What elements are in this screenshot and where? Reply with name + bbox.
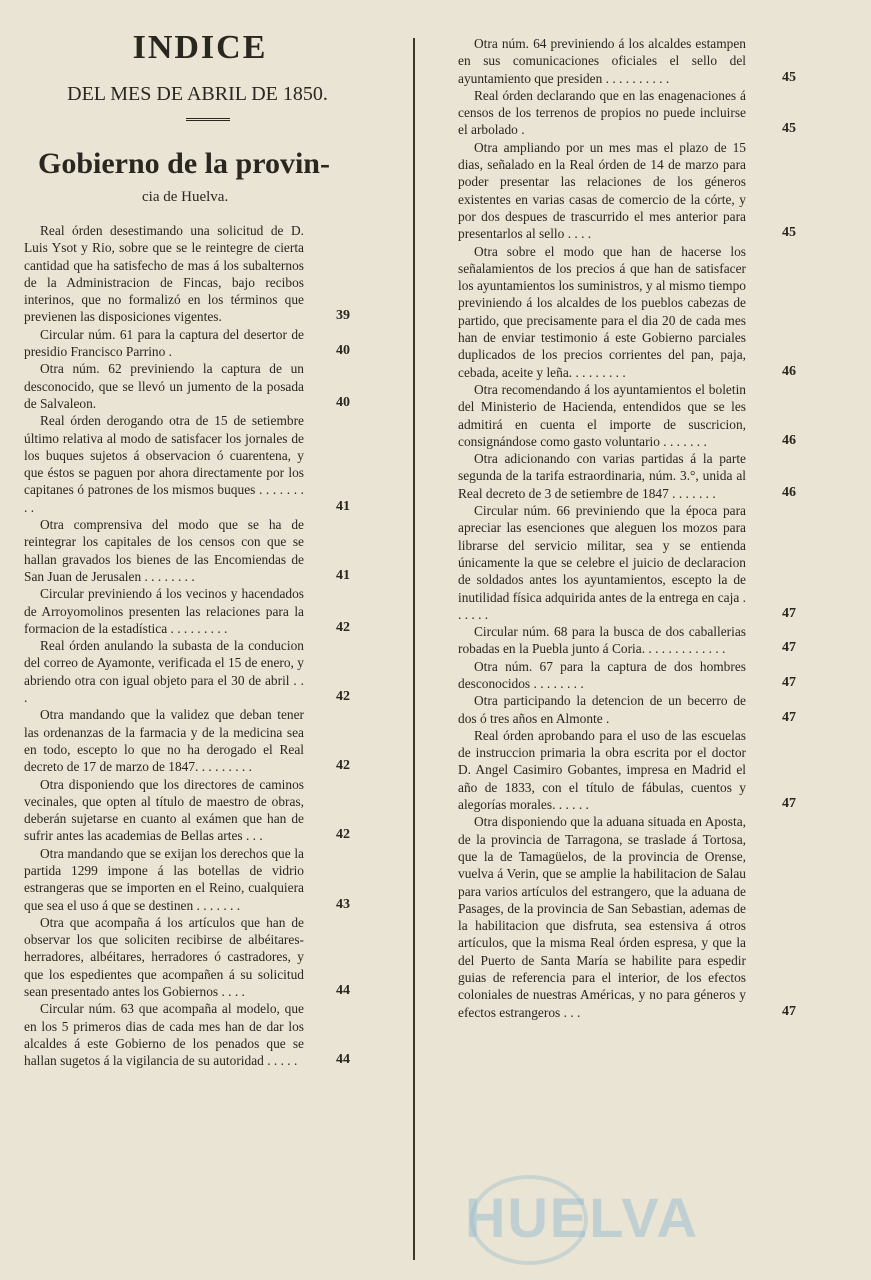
index-entry — [458, 243, 796, 381]
entry-text: Circular núm. 66 previniendo que la época para apreciar las esenciones que aleguen los mozos para librarse del servicio militar, sea y se entienda únicamente la que se celebre el juicio de declaracion de soldados antes los ayuntamientos, escepto la de inutilidad física adquirida antes de la entrega en caja . . . . . . — [458, 503, 746, 622]
index-entry — [458, 450, 796, 502]
page-number: 47 — [782, 674, 796, 690]
index-entry — [24, 1000, 350, 1069]
index-entry — [24, 326, 350, 361]
entry-text: Otra disponiendo que la aduana situada en Aposta, de la provincia de Tarragona, se traslade á Tortosa, que la de Tamagüelos, de la provincia de Orense, vuelva á Verin, que se amplie la habilitacion de Salau para varios artículos del estrangero, que la aduana de Pasages, de la provincia de San Sebastian, ademas de la habilitacion que disfruta, sea estensiva á otros artículos, que la misma Real órden espresa, y que la del Puerto de Santa María se habilite para espedir guias de referencia para el interior, de los efectos coloniales de nuestras Américas, y no para géneros y efectos estrangeros . . . — [458, 814, 746, 1020]
index-entry — [24, 776, 350, 845]
index-entry — [24, 637, 350, 706]
page-number: 45 — [782, 225, 796, 241]
page-number: 41 — [336, 498, 350, 514]
index-entry — [458, 813, 796, 1021]
entry-text: Circular núm. 61 para la captura del desertor de presidio Francisco Parrino . — [24, 326, 304, 360]
index-subtitle: DEL MES DE ABRIL DE 1850. — [67, 83, 328, 105]
index-entry — [458, 35, 796, 87]
page-number: 47 — [782, 605, 796, 621]
right-column — [458, 35, 796, 1021]
section-subtitle: cia de Huelva. — [142, 189, 229, 205]
entry-text: Otra mandando que se exijan los derechos que la partida 1299 impone á las botellas de vidrio estrangeras que se importen en el Reino, cualquiera que sea el uso á que se destinen . . . . . . . — [24, 845, 304, 913]
page-number: 45 — [782, 121, 796, 137]
entry-text: Otra núm. 64 previniendo á los alcaldes estampen en sus comunicaciones oficiales el sello del ayuntamiento que presiden . . . . . . . . . . — [458, 36, 746, 86]
page-number: 43 — [336, 896, 350, 912]
page-number: 46 — [782, 432, 796, 448]
left-column — [24, 222, 350, 1070]
entry-text: Real órden anulando la subasta de la conducion del correo de Ayamonte, verificada el 15 de enero, y abriendo otra con igual objeto para el 30 de abril . . . — [24, 638, 304, 706]
entry-text: Otra comprensiva del modo que se ha de reintegrar los capitales de los censos con que se hallan gravados los bienes de las Encomiendas de San Juan de Jerusalen . . . . . . . . — [24, 517, 304, 584]
entry-text: Circular núm. 63 que acompaña al modelo, que en los 5 primeros dias de cada mes han de dar los alcaldes á este Gobierno de los penados que se hallan sugetos á la vigilancia de su autoridad . . . . . — [24, 1001, 304, 1069]
index-entry — [458, 692, 796, 727]
index-entry — [458, 502, 796, 623]
page-number: 41 — [336, 567, 350, 583]
entry-text: Otra que acompaña á los artículos que han de observar los que soliciten recibirse de albéitares-herradores, albéitares, herradores ó castradores, y que los espedientes que acompañen á su solicitud sean presentado antes los Gobiernos . . . . — [24, 914, 304, 1000]
entry-text: Otra disponiendo que los directores de caminos vecinales, que opten al título de maestro de obras, deberán sujetarse en cuanto al exámen que han de sufrir antes las academias de Bellas artes . . . — [24, 776, 304, 844]
page-number: 42 — [336, 619, 350, 635]
decorative-rule — [186, 118, 230, 121]
index-entry — [24, 706, 350, 775]
entry-text: Real órden aprobando para el uso de las escuelas de instruccion primaria la obra escrita por el doctor D. Angel Casimiro Gobantes, impresa en Madrid el año de 1833, con el título de fábulas, cuentos y alegorías morales. . . . . . — [458, 727, 746, 813]
entry-text: Real órden derogando otra de 15 de setiembre último relativa al modo de satisfacer los jornales de los buques sujetos á observacion ó cuarentena, y que éstos se paguen por ahora directamente por los capitanes ó patrones de los mismos buques . . . . . . . . . — [24, 413, 304, 515]
index-entry — [458, 381, 796, 450]
watermark: HUELVA — [465, 1186, 699, 1249]
entry-text: Otra ampliando por un mes mas el plazo de 15 dias, señalado en la Real órden de 14 de marzo para poder presentar las relaciones de los géneros existentes en varias casas de comercio de la córte, y por dos despues de trascurrido el mes anterior para presentarlos al sello . . . . — [458, 139, 746, 242]
index-entry — [24, 222, 350, 326]
entry-text: Real órden desestimando una solicitud de D. Luis Ysot y Rio, sobre que se le reintegre de cierta cantidad que ha satisfecho de mas á los subalternos de la Administracion de Fincas, bajo recibos interinos, que no formalizó en los términos que previenen las disposiciones vigentes. — [24, 223, 304, 325]
page-number: 42 — [336, 689, 350, 705]
page-number: 39 — [336, 308, 350, 324]
page-number: 47 — [782, 709, 796, 725]
entry-text: Circular previniendo á los vecinos y hacendados de Arroyomolinos presenten las relaciones para la formacion de la estadística . . . . . . . . . — [24, 586, 304, 636]
index-title: INDICE — [132, 29, 268, 66]
entry-text: Otra recomendando á los ayuntamientos el boletin del Ministerio de Hacienda, entendidos que se les admitirá en cuenta el importe de suscricion, consignándose como gasto voluntario . . . . . . . — [458, 381, 746, 449]
index-entry — [458, 623, 796, 658]
page-number: 45 — [782, 69, 796, 85]
index-entry — [458, 727, 796, 813]
index-entry — [24, 412, 350, 516]
page-number: 47 — [782, 1003, 796, 1019]
index-entry — [24, 516, 350, 585]
index-entry — [24, 845, 350, 914]
page-number: 40 — [336, 394, 350, 410]
entry-text: Otra núm. 67 para la captura de dos hombres desconocidos . . . . . . . . — [458, 658, 746, 691]
page-number: 44 — [336, 1052, 350, 1068]
entry-text: Otra sobre el modo que han de hacerse los señalamientos de los precios á que han de satisfacer los ayuntamientos los suministros, y al mismo tiempo previniendo á los alcaldes de los pueblos cabezas de partido, que precisamente para el dia 20 de cada mes han de enviar testimonio á este Gobierno parciales duplicados de los precios corrientes del pan, paja, cebada, aceite y leña. . . . . . . . . — [458, 243, 746, 380]
column-divider — [413, 38, 415, 1260]
page-number: 46 — [782, 363, 796, 379]
section-title: Gobierno de la provin- — [38, 147, 330, 180]
page-number: 42 — [336, 827, 350, 843]
index-entry — [458, 139, 796, 243]
index-entry — [24, 585, 350, 637]
entry-text: Circular núm. 68 para la busca de dos caballerias robadas en la Puebla junto á Coria. . . . . . . . . . . . . — [458, 624, 746, 657]
index-entry — [24, 360, 350, 412]
index-entry — [24, 914, 350, 1000]
entry-text: Real órden declarando que en las enagenaciones á censos de los terrenos de propios no puede incluirse el arbolado . — [458, 87, 746, 138]
page-number: 46 — [782, 484, 796, 500]
entry-text: Otra núm. 62 previniendo la captura de un desconocido, que se llevó un jumento de la posada de Salvaleon. — [24, 361, 304, 411]
page-number: 44 — [336, 983, 350, 999]
index-entry — [458, 87, 796, 139]
entry-text: Otra adicionando con varias partidas á la parte segunda de la tarifa estraordinaria, núm. 3.°, unida al Real decreto de 3 de setiembre de 1847 . . . . . . . — [458, 451, 746, 501]
page-number: 47 — [782, 796, 796, 812]
entry-text: Otra mandando que la validez que deban tener las ordenanzas de la farmacia y de la medicina sea en todo, escepto lo que no ha derogado el Real decreto de 17 de marzo de 1847. . . . . . . . . — [24, 707, 304, 775]
entry-text: Otra participando la detencion de un becerro de dos ó tres años en Almonte . — [458, 693, 746, 726]
page-number: 47 — [782, 640, 796, 656]
index-entry — [458, 658, 796, 693]
page-number: 40 — [336, 343, 350, 359]
page-number: 42 — [336, 758, 350, 774]
